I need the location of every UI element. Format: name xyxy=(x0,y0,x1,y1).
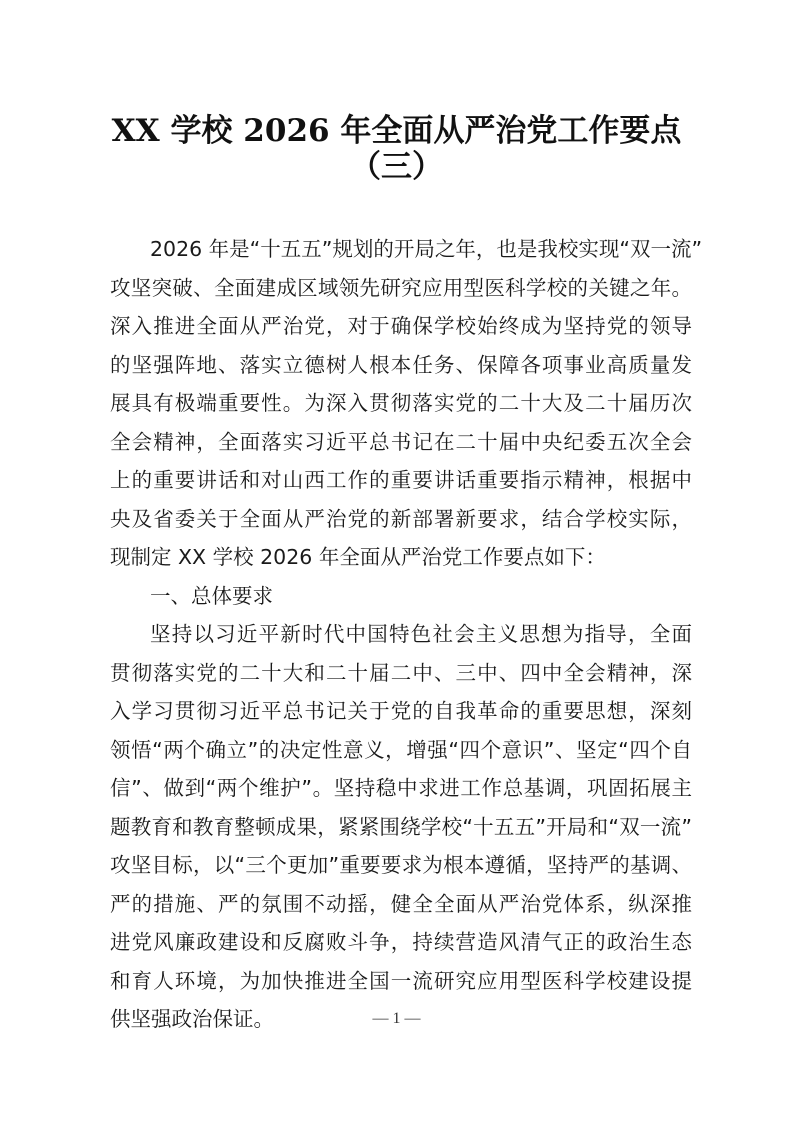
body-text-line: 央及省委关于全面从严治党的新部署新要求，结合学校实际， xyxy=(110,506,692,531)
body-text-line: 题教育和教育整顿成果，紧紧围绕学校“十五五”开局和“双一流” xyxy=(110,814,692,839)
body-text-line: 2026 年是“十五五”规划的开局之年，也是我校实现“双一流” xyxy=(150,237,703,261)
body-text-line: 和育人环境，为加快推进全国一流研究应用型医科学校建设提 xyxy=(110,968,692,993)
body-text-line: 进党风廉政建设和反腐败斗争，持续营造风清气正的政治生态 xyxy=(110,930,692,954)
page-number: — 1 — xyxy=(372,1010,421,1027)
body-text-line: 攻坚突破、全面建成区域领先研究应用型医科学校的关键之年。 xyxy=(110,275,692,300)
body-text-line: 展具有极端重要性。为深入贯彻落实党的二十大及二十届历次 xyxy=(110,391,692,415)
body-text-line: 的坚强阵地、落实立德树人根本任务、保障各项事业高质量发 xyxy=(110,352,692,377)
body-text-line: 严的措施、严的氛围不动摇，健全全面从严治党体系，纵深推 xyxy=(110,891,692,916)
document-title: XX 学校 2026 年全面从严治党工作要点 xyxy=(111,113,682,149)
body-text-line: 坚持以习近平新时代中国特色社会主义思想为指导，全面 xyxy=(150,622,692,646)
body-text-line: 上的重要讲话和对山西工作的重要讲话重要指示精神，根据中 xyxy=(110,468,692,492)
section-heading: 一、总体要求 xyxy=(150,583,273,608)
body-text-line: 信”、做到“两个维护”。坚持稳中求进工作总基调，巩固拓展主 xyxy=(110,776,692,800)
body-text-line: 深入推进全面从严治党，对于确保学校始终成为坚持党的领导 xyxy=(110,314,692,338)
body-text-line: 贯彻落实党的二十大和二十届二中、三中、四中全会精神，深 xyxy=(110,660,692,685)
document-subtitle: （三） xyxy=(350,149,443,185)
body-text-line: 领悟“两个确立”的决定性意义，增强“四个意识”、坚定“四个自 xyxy=(110,737,692,762)
body-text-line: 现制定 XX 学校 2026 年全面从严治党工作要点如下： xyxy=(110,545,606,569)
document-body xyxy=(110,230,703,1039)
body-text-line: 攻坚目标，以“三个更加”重要要求为根本遵循，坚持严的基调、 xyxy=(110,853,692,877)
body-text-line: 入学习贯彻习近平总书记关于党的自我革命的重要思想，深刻 xyxy=(110,699,692,723)
body-text-line: 全会精神，全面落实习近平总书记在二十届中央纪委五次全会 xyxy=(110,429,692,454)
body-text-line: 供坚强政治保证。 xyxy=(110,1007,274,1031)
